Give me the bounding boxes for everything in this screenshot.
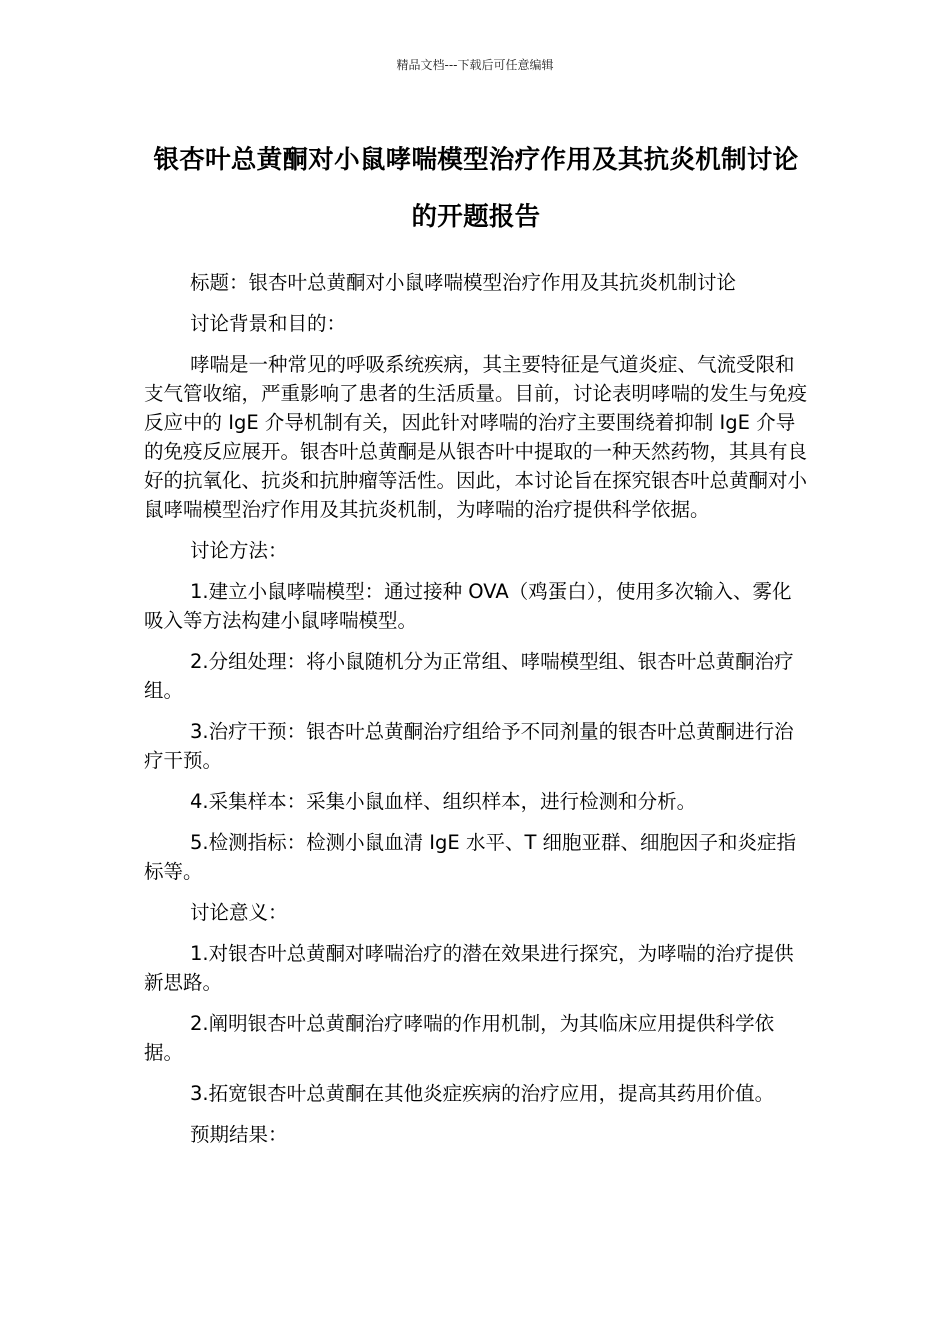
- document-title: 银杏叶总黄酮对小鼠哮喘模型治疗作用及其抗炎机制讨论的开题报告: [153, 145, 799, 232]
- significance-item: 2.阐明银杏叶总黄酮治疗哮喘的作用机制，为其临床应用提供科学依据。: [144, 1012, 775, 1064]
- significance-item: 1.对银杏叶总黄酮对哮喘治疗的潜在效果进行探究，为哮喘的治疗提供新思路。: [144, 942, 794, 994]
- method-item: 5.检测指标：检测小鼠血清 IgE 水平、T 细胞亚群、细胞因子和炎症指标等。: [144, 831, 797, 883]
- document-body: [144, 268, 808, 1161]
- significance-item: 3.拓宽银杏叶总黄酮在其他炎症疾病的治疗应用，提高其药用价值。: [190, 1082, 775, 1105]
- section-heading-significance: 讨论意义：: [190, 901, 288, 924]
- method-item: 3.治疗干预：银杏叶总黄酮治疗组给予不同剂量的银杏叶总黄酮进行治疗干预。: [144, 720, 794, 772]
- method-item: 2.分组处理：将小鼠随机分为正常组、哮喘模型组、银杏叶总黄酮治疗组。: [144, 650, 794, 702]
- method-item: 4.采集样本：采集小鼠血样、组织样本，进行检测和分析。: [190, 790, 697, 813]
- method-item: 1.建立小鼠哮喘模型：通过接种 OVA（鸡蛋白），使用多次输入、雾化吸入等方法构建小鼠哮喘模型。: [144, 580, 792, 632]
- paragraph-background: 哮喘是一种常见的呼吸系统疾病，其主要特征是气道炎症、气流受限和支气管收缩，严重影响了患者的生活质量。目前，讨论表明哮喘的发生与免疫反应中的 IgE 介导机制有关，因此针对哮喘的治疗主要围绕着抑制 IgE 介导的免疫反应展开。银杏叶总黄酮是从银杏叶中提取的一种天然药物，其具有良好的抗氧化、抗炎和抗肿瘤等活性。因此，本讨论旨在探究银杏叶总黄酮对小鼠哮喘模型治疗作用及其抗炎机制，为哮喘的治疗提供科学依据。: [144, 353, 808, 521]
- page-header-note: 精品文档---下载后可任意编辑: [396, 58, 554, 72]
- section-heading-methods: 讨论方法：: [190, 539, 288, 562]
- section-heading-expected-results: 预期结果：: [190, 1123, 288, 1146]
- section-heading-background: 讨论背景和目的：: [190, 312, 347, 335]
- paragraph-title-line: 标题：银杏叶总黄酮对小鼠哮喘模型治疗作用及其抗炎机制讨论: [190, 271, 737, 294]
